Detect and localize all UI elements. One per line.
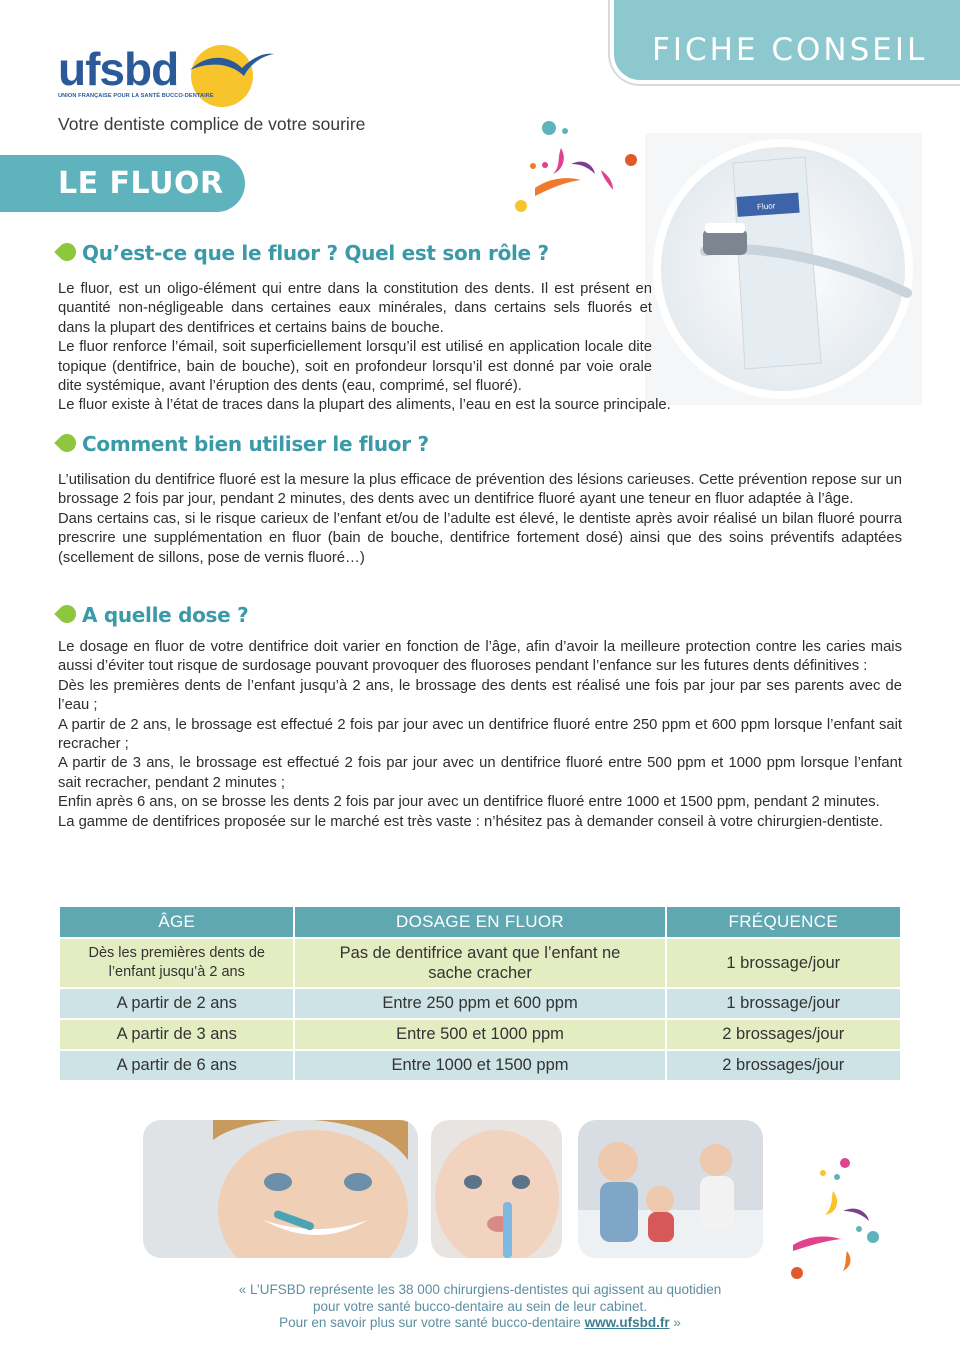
paragraph: A partir de 2 ans, le brossage est effectué 2 fois par jour avec un dentifrice fluoré entre 250 ppm et 600 ppm lorsque l’enfant sait recracher ; [58, 716, 902, 753]
column-header-age: ÂGE [59, 906, 294, 938]
section-title-text: Comment bien utiliser le fluor ? [82, 432, 429, 456]
website-link[interactable]: www.ufsbd.fr [584, 1315, 670, 1330]
table-row [59, 1050, 901, 1081]
table-header-row [59, 906, 901, 938]
table-cell: 1 brossage/jour [666, 988, 901, 1019]
table-cell: Pas de dentifrice avant que l’enfant ne sache cracher [294, 938, 665, 988]
page-title: LE FLUOR [58, 166, 224, 201]
leaf-bullet-icon [54, 601, 79, 626]
footer [0, 1282, 960, 1332]
section-title-text: Qu’est-ce que le fluor ? Quel est son rôle ? [82, 241, 549, 265]
table-cell: 2 brossages/jour [666, 1019, 901, 1050]
paragraph: Dans certains cas, si le risque carieux de l’enfant et/ou de l’adulte est élevé, le dentiste après avoir réalisé un bilan fluoré pourra prescrire une supplémentation en fluor (bain de bouche, dentifrice fortement dosé) ainsi que des soins préventifs adaptées (scellement de sillons, pose de vernis fluoré…) [58, 510, 902, 566]
footer-text-end: » [673, 1315, 681, 1330]
footer-line-link [0, 1315, 960, 1332]
column-header-frequency: FRÉQUENCE [666, 906, 901, 938]
table-cell: Dès les premières dents de l’enfant jusqu’à 2 ans [59, 938, 294, 988]
table-row [59, 988, 901, 1019]
baby-brushing-photo [431, 1120, 562, 1258]
paragraph: A partir de 3 ans, le brossage est effectué 2 fois par jour avec un dentifrice fluoré entre 500 ppm et 1000 ppm lorsque l’enfant sait recracher, pendant 2 minutes ; [58, 755, 902, 791]
section-body-usage [58, 471, 902, 568]
paragraph: Le fluor renforce l’émail, soit superficiellement lorsqu’il est utilisé en application locale dite topique (dentifrice, bain de bouche), soit en profondeur lorsqu’il est donné par voie orale dite systémique, avant l’éruption des dents (eau, comprimé, sel fluoré). [58, 339, 652, 395]
child-smiling-image-icon [143, 1120, 418, 1258]
section-body-dose [58, 638, 902, 832]
toothbrush-tube-label: Fluor [756, 201, 776, 212]
tagline: Votre dentiste complice de votre sourire [58, 114, 366, 134]
fiche-conseil-tab [610, 0, 960, 84]
child-brushing-photo [143, 1120, 418, 1258]
fiche-conseil-label: FICHE CONSEIL [652, 32, 928, 68]
paragraph: La gamme de dentifrices proposée sur le marché est très vaste : n’hésitez pas à demander conseil à votre chirurgien-dentiste. [58, 813, 883, 830]
section-title-dose [58, 603, 248, 627]
leaf-bullet-icon [54, 239, 79, 264]
leaf-bullet-icon [54, 430, 79, 455]
baby-image-icon [431, 1120, 562, 1258]
section-title-text: A quelle dose ? [82, 603, 249, 627]
decorative-splash-icon [785, 1155, 895, 1285]
section-title-role [58, 241, 549, 265]
table-cell: 2 brossages/jour [666, 1050, 901, 1081]
paragraph: L’utilisation du dentifrice fluoré est la mesure la plus efficace de prévention des lésions carieuses. Cette prévention repose sur un brossage 2 fois par jour, pendant 2 minutes, des dents avec un dentifrice fluoré ayant une teneur en fluor adaptée à l’âge. [58, 472, 902, 508]
table-cell: A partir de 6 ans [59, 1050, 294, 1081]
paragraph: Dès les premières dents de l’enfant jusqu’à 2 ans, le brossage des dents est réalisé une fois par jour par ses parents avec de l’eau ; [58, 677, 902, 714]
section-body-role [58, 280, 902, 416]
paragraph: Le fluor, est un oligo-élément qui entre dans la constitution des dents. Il est présent en quantité non-négligeable dans certaines eaux minérales, dans certains sels fluorés et dans la plupart des dentifrices et certains bains de bouche. [58, 281, 652, 336]
children-bathroom-image-icon [578, 1120, 763, 1258]
decorative-splash-icon [505, 118, 645, 218]
table-row [59, 938, 901, 988]
logo-subtitle: UNION FRANÇAISE POUR LA SANTÉ BUCCO-DENTAIRE [58, 93, 214, 99]
dosage-table [58, 905, 902, 1082]
footer-line: pour votre santé bucco-dentaire au sein de leur cabinet. [313, 1298, 647, 1314]
ufsbd-logo [58, 40, 288, 110]
table-cell: Entre 1000 et 1500 ppm [294, 1050, 665, 1081]
table-cell: A partir de 3 ans [59, 1019, 294, 1050]
logo-wordmark: ufsbd [58, 43, 179, 95]
table-row [59, 1019, 901, 1050]
paragraph: Le fluor existe à l’état de traces dans la plupart des aliments, l’eau en est la source principale. [58, 397, 671, 414]
footer-line: « L’UFSBD représente les 38 000 chirurgiens-dentistes qui agissent au quotidien [238, 1282, 722, 1297]
footer-text: Pour en savoir plus sur votre santé bucco-dentaire [279, 1315, 581, 1330]
table-cell: A partir de 2 ans [59, 988, 294, 1019]
table-cell: Entre 500 et 1000 ppm [294, 1019, 665, 1050]
paragraph: Le dosage en fluor de votre dentifrice doit varier en fonction de l’âge, afin d’avoir la meilleure protection contre les caries mais aussi d’éviter tout risque de surdosage pouvant provoquer des fluoroses pendant l’enfance sur les futures dents définitives : [58, 639, 902, 675]
page-title-band [0, 155, 245, 212]
table-cell: Entre 250 ppm et 600 ppm [294, 988, 665, 1019]
column-header-dosage: DOSAGE EN FLUOR [294, 906, 665, 938]
section-title-usage [58, 432, 429, 456]
table-cell: 1 brossage/jour [666, 938, 901, 988]
paragraph: Enfin après 6 ans, on se brosse les dents 2 fois par jour avec un dentifrice fluoré entre 1000 et 1500 ppm, pendant 2 minutes. [58, 794, 880, 811]
children-bathroom-photo [578, 1120, 763, 1258]
